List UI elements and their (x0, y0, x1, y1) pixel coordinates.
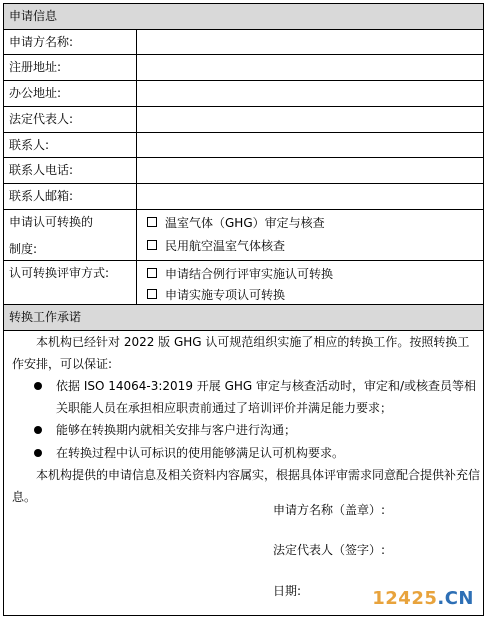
watermark-number: 12425 (372, 588, 438, 609)
option-label: 温室气体（GHG）审定与核查 (165, 216, 325, 230)
form-row-legal-representative (4, 107, 483, 133)
commitment-closing: 本机构提供的申请信息及相关资料内容属实，根据具体评审需求同意配合提供补充信息。 (12, 468, 481, 504)
row-label: 办公地址: (4, 81, 137, 106)
row-label: 联系人邮箱: (4, 184, 137, 209)
form-row-office-address (4, 81, 483, 107)
form-row-transfer-scope (4, 210, 483, 261)
bullet-icon (34, 426, 42, 434)
section-title: 转换工作承诺 (9, 310, 82, 324)
option-routine-review[interactable] (147, 265, 333, 282)
contact-phone-field[interactable] (137, 158, 483, 183)
checkbox[interactable] (147, 217, 157, 227)
commitment-bullet (36, 442, 480, 464)
label-line: 认可转换评审方式: (9, 266, 110, 280)
label-line: 制度: (9, 242, 38, 256)
label-line: 申请认可转换的 (9, 215, 94, 229)
row-label (4, 210, 137, 260)
checkbox[interactable] (147, 268, 157, 278)
bullet-icon (34, 449, 42, 457)
signature-date: 日期: (273, 584, 302, 598)
contact-email-field[interactable] (137, 184, 483, 209)
row-label: 联系人电话: (4, 158, 137, 183)
section-title: 申请信息 (9, 9, 58, 23)
registered-address-field[interactable] (137, 55, 483, 80)
option-label: 申请结合例行评审实施认可转换 (165, 267, 334, 281)
form-row-contact-phone (4, 158, 483, 184)
option-civil-aviation[interactable] (147, 237, 285, 254)
contact-person-field[interactable] (137, 133, 483, 157)
row-label: 申请方名称: (4, 30, 137, 54)
row-label: 联系人: (4, 133, 137, 157)
option-special-review[interactable] (147, 286, 285, 303)
option-label: 民用航空温室气体核查 (165, 239, 286, 253)
watermark-domain: .CN (437, 588, 474, 609)
form-row-contact-person (4, 133, 483, 158)
option-ghg-validation[interactable] (147, 214, 325, 231)
bullet-text: 能够在转换期内就相关安排与客户进行沟通； (56, 423, 297, 437)
section-header-application-info (4, 4, 483, 30)
applicant-name-field[interactable] (137, 30, 483, 54)
checkbox[interactable] (147, 240, 157, 250)
form-row-applicant-name (4, 30, 483, 55)
row-label (4, 261, 137, 304)
office-address-field[interactable] (137, 81, 483, 106)
checkbox[interactable] (147, 289, 157, 299)
form-row-registered-address (4, 55, 483, 81)
signature-applicant-seal: 申请方名称（盖章）: (273, 503, 386, 517)
transfer-scope-options (137, 210, 483, 260)
row-label: 注册地址: (4, 55, 137, 80)
row-label: 法定代表人: (4, 107, 137, 132)
form-row-contact-email (4, 184, 483, 210)
commitment-bullet (36, 419, 480, 441)
bullet-icon (34, 382, 42, 390)
commitment-intro: 本机构已经针对 2022 版 GHG 认可规范组织实施了相应的转换工作。按照转换工作安排，可以保证: (12, 335, 470, 371)
signature-legal-rep: 法定代表人（签字）: (273, 543, 386, 557)
commitment-bullet (36, 375, 480, 419)
site-watermark-logo (372, 588, 474, 609)
option-label: 申请实施专项认可转换 (165, 288, 286, 302)
legal-representative-field[interactable] (137, 107, 483, 132)
form-row-review-method (4, 261, 483, 305)
application-form (3, 3, 484, 616)
review-method-options (137, 261, 483, 304)
section-header-commitment (4, 305, 483, 331)
bullet-text: 依据 ISO 14064-3:2019 开展 GHG 审定与核查活动时，审定和/或核查员等相关职能人员在承担相应职责前通过了培训评价并满足能力要求； (56, 379, 477, 415)
bullet-text: 在转换过程中认可标识的使用能够满足认可机构要求。 (56, 446, 345, 460)
